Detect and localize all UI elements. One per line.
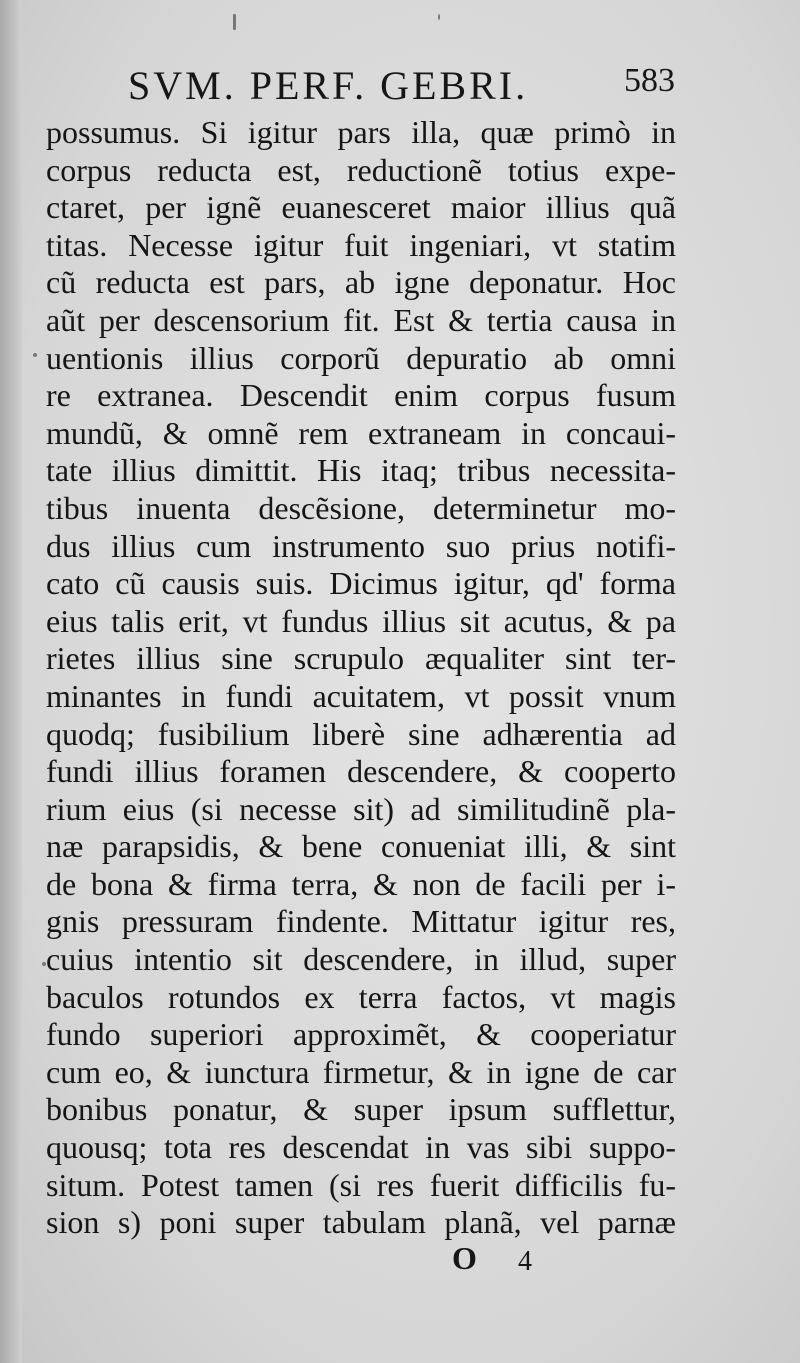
text-line: sion s) poni super tabulam planã, vel parnæ [46,1204,676,1241]
paper-speck [438,14,440,20]
text-line: tibus inuenta descẽsione, determinetur mo- [46,489,676,526]
paper-speck [33,353,37,357]
signature-letter: O [452,1240,477,1276]
text-line: corpus reducta est, reductionẽ totius expe- [46,151,676,188]
text-line: rietes illius sine scrupulo æqualiter sint ter- [46,640,676,677]
text-line: gnis pressuram findente. Mittatur igitur res, [46,903,676,940]
text-line: bonibus ponatur, & super ipsum sufflettur, [46,1091,676,1128]
page-header [128,62,708,112]
page-number: 583 [624,62,675,99]
text-line: possumus. Si igitur pars illa, quæ primò in [46,114,676,150]
text-line: cum eo, & iunctura firmetur, & in igne de car [46,1053,676,1090]
text-line: fundo superiori approximẽt, & cooperiatur [46,1016,676,1053]
page-gutter-shadow [0,0,22,1363]
text-line: cato cũ causis suis. Dicimus igitur, qd' forma [46,565,676,602]
text-line: minantes in fundi acuitatem, vt possit vnum [46,677,676,714]
text-line: næ parapsidis, & bene conueniat illi, & sint [46,828,676,865]
text-line: aũt per descensorium fit. Est & tertia causa in [46,301,676,338]
text-line: uentionis illius corporũ depuratio ab omni [46,339,676,376]
text-line: cuius intentio sit descendere, in illud, super [46,941,676,978]
paper-speck [233,14,236,30]
text-line: tate illius dimittit. His itaq; tribus necessita- [46,452,676,489]
paper-speck [42,962,46,966]
text-line: fundi illius foramen descendere, & cooperto [46,753,676,790]
text-line: situm. Potest tamen (si res fuerit difficilis fu- [46,1166,676,1203]
text-line: re extranea. Descendit enim corpus fusum [46,377,676,414]
text-line: eius talis erit, vt fundus illius sit acutus, & pa [46,602,676,639]
running-title: SVM. PERF. GEBRI. [128,63,529,108]
text-line: quodq; fusibilium liberè sine adhærentia ad [46,715,676,752]
text-line: baculos rotundos ex terra factos, vt magis [46,978,676,1015]
text-line: de bona & firma terra, & non de facili per i- [46,865,676,902]
signature-number: 4 [518,1246,532,1277]
text-line: rium eius (si necesse sit) ad similitudinẽ pla- [46,790,676,827]
body-text [46,114,676,1242]
text-line: ctaret, per ignẽ euanesceret maior illius quã [46,189,676,226]
text-line: mundũ, & omnẽ rem extraneam in concaui- [46,414,676,451]
text-line: quousq; tota res descendat in vas sibi suppo- [46,1129,676,1166]
text-line: titas. Necesse igitur fuit ingeniari, vt statim [46,226,676,263]
text-line: dus illius cum instrumento suo prius notifi- [46,527,676,564]
text-line: cũ reducta est pars, ab igne deponatur. Hoc [46,264,676,301]
